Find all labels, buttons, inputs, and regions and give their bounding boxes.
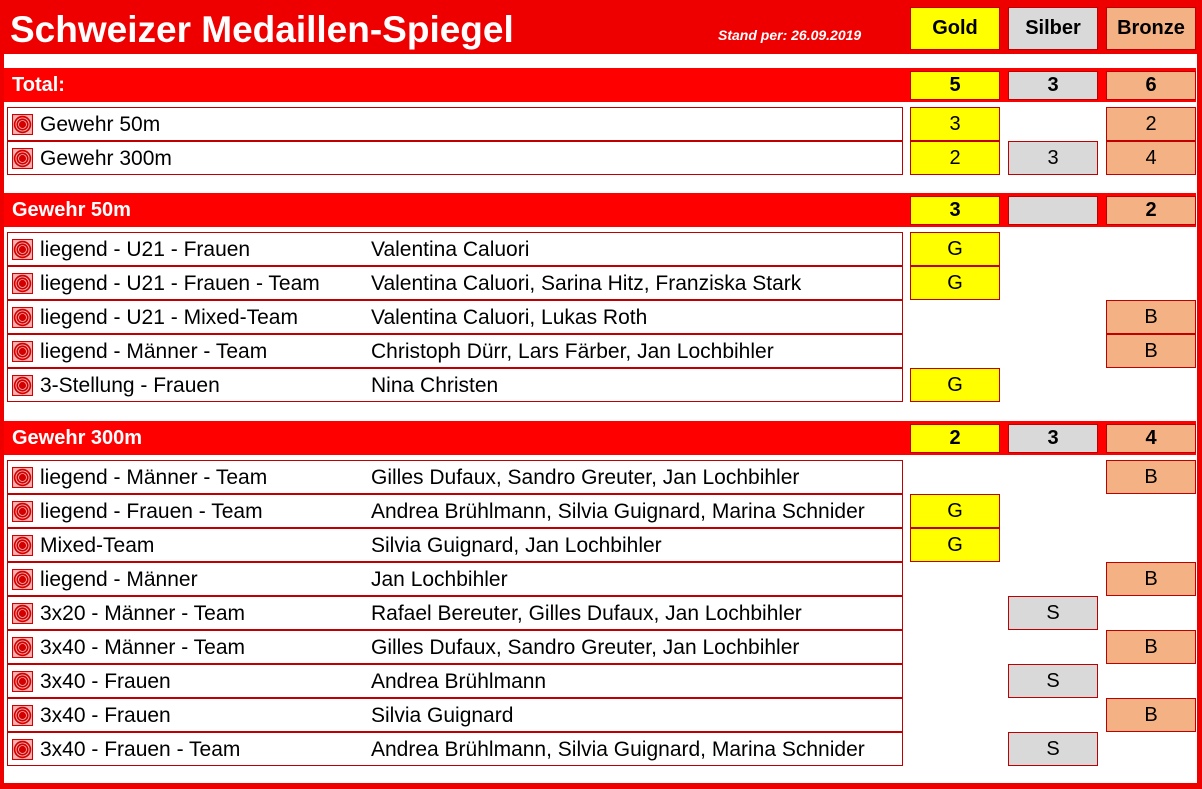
table-row [7, 494, 903, 528]
frame-left [0, 0, 4, 789]
table-row [7, 460, 903, 494]
shooting-target-icon [12, 467, 33, 488]
athletes-label: Jan Lochbihler [371, 568, 508, 591]
table-row [7, 300, 903, 334]
discipline-label: 3x40 - Frauen [40, 670, 171, 693]
section-silver-total: 3 [1008, 424, 1098, 453]
athletes-label: Christoph Dürr, Lars Färber, Jan Lochbihler [371, 340, 774, 363]
athletes-label: Andrea Brühlmann, Silvia Guignard, Marina Schnider [371, 500, 865, 523]
section-gold-total: 3 [910, 196, 1000, 225]
discipline-label: Gewehr 50m [40, 113, 161, 136]
athletes-label: Nina Christen [371, 374, 499, 397]
shooting-target-icon [12, 569, 33, 590]
medal-cell-silver: 3 [1008, 141, 1098, 175]
section-bronze-total: 6 [1106, 71, 1196, 100]
athletes-label: Gilles Dufaux, Sandro Greuter, Jan Lochbihler [371, 636, 800, 659]
athletes-label: Silvia Guignard, Jan Lochbihler [371, 534, 662, 557]
shooting-target-icon [12, 273, 33, 294]
medal-cell-gold: G [910, 494, 1000, 528]
athletes-label: Valentina Caluori, Sarina Hitz, Franziska Stark [371, 272, 802, 295]
shooting-target-icon [12, 535, 33, 556]
shooting-target-icon [12, 603, 33, 624]
table-row [7, 596, 903, 630]
medal-cell-gold: G [910, 368, 1000, 402]
discipline-label: liegend - U21 - Mixed-Team [40, 306, 298, 329]
table-row [7, 368, 903, 402]
table-row [7, 334, 903, 368]
athletes-label: Valentina Caluori [371, 238, 530, 261]
shooting-target-icon [12, 239, 33, 260]
table-row [7, 562, 903, 596]
shooting-target-icon [12, 148, 33, 169]
shooting-target-icon [12, 671, 33, 692]
section-title: Gewehr 300m [12, 427, 143, 449]
athletes-label: Rafael Bereuter, Gilles Dufaux, Jan Lochbihler [371, 602, 802, 625]
medal-cell-silver: S [1008, 732, 1098, 766]
athletes-label: Valentina Caluori, Lukas Roth [371, 306, 648, 329]
section-gold-total: 2 [910, 424, 1000, 453]
section-gold-total: 5 [910, 71, 1000, 100]
section-title: Gewehr 50m [12, 199, 131, 221]
section-bronze-total: 4 [1106, 424, 1196, 453]
table-row [7, 630, 903, 664]
silver-header: Silber [1008, 7, 1098, 50]
medal-cell-bronze: B [1106, 562, 1196, 596]
discipline-label: liegend - Männer [40, 568, 198, 591]
table-row [7, 528, 903, 562]
shooting-target-icon [12, 501, 33, 522]
athletes-label: Andrea Brühlmann, Silvia Guignard, Marina Schnider [371, 738, 865, 761]
medal-cell-gold: G [910, 266, 1000, 300]
medal-cell-bronze: B [1106, 698, 1196, 732]
frame-right [1197, 0, 1202, 789]
table-row [7, 664, 903, 698]
discipline-label: Mixed-Team [40, 534, 155, 557]
athletes-label: Silvia Guignard [371, 704, 514, 727]
table-row [7, 266, 903, 300]
discipline-label: liegend - Männer - Team [40, 340, 268, 363]
section-title: Total: [12, 74, 65, 96]
section-silver-total [1008, 196, 1098, 225]
discipline-label: 3x40 - Frauen [40, 704, 171, 727]
gold-header: Gold [910, 7, 1000, 50]
table-row [7, 732, 903, 766]
date-label: Stand per: 26.09.2019 [718, 27, 862, 43]
discipline-label: liegend - U21 - Frauen [40, 238, 251, 261]
athletes-label: Andrea Brühlmann [371, 670, 547, 693]
shooting-target-icon [12, 375, 33, 396]
shooting-target-icon [12, 341, 33, 362]
bronze-header: Bronze [1106, 7, 1196, 50]
medal-cell-silver: S [1008, 596, 1098, 630]
table-row [7, 141, 903, 175]
medal-cell-bronze: B [1106, 630, 1196, 664]
shooting-target-icon [12, 637, 33, 658]
discipline-label: Gewehr 300m [40, 147, 172, 170]
medal-cell-bronze: 2 [1106, 107, 1196, 141]
discipline-label: liegend - Frauen - Team [40, 500, 263, 523]
shooting-target-icon [12, 705, 33, 726]
table-row [7, 698, 903, 732]
athletes-label: Gilles Dufaux, Sandro Greuter, Jan Lochbihler [371, 466, 800, 489]
medal-cell-gold: G [910, 232, 1000, 266]
discipline-label: liegend - Männer - Team [40, 466, 268, 489]
table-row [7, 232, 903, 266]
section-bronze-total: 2 [1106, 196, 1196, 225]
discipline-label: liegend - U21 - Frauen - Team [40, 272, 320, 295]
medal-cell-gold: G [910, 528, 1000, 562]
page-title: Schweizer Medaillen-Spiegel [10, 9, 514, 50]
shooting-target-icon [12, 307, 33, 328]
medal-cell-bronze: 4 [1106, 141, 1196, 175]
medal-cell-gold: 3 [910, 107, 1000, 141]
table-row [7, 107, 903, 141]
medal-cell-bronze: B [1106, 300, 1196, 334]
shooting-target-icon [12, 739, 33, 760]
frame-bottom [0, 783, 1202, 789]
shooting-target-icon [12, 114, 33, 135]
discipline-label: 3x20 - Männer - Team [40, 602, 246, 625]
discipline-label: 3-Stellung - Frauen [40, 374, 220, 397]
discipline-label: 3x40 - Frauen - Team [40, 738, 241, 761]
medal-cell-bronze: B [1106, 334, 1196, 368]
discipline-label: 3x40 - Männer - Team [40, 636, 246, 659]
section-silver-total: 3 [1008, 71, 1098, 100]
medal-cell-silver: S [1008, 664, 1098, 698]
medal-cell-bronze: B [1106, 460, 1196, 494]
medal-cell-gold: 2 [910, 141, 1000, 175]
